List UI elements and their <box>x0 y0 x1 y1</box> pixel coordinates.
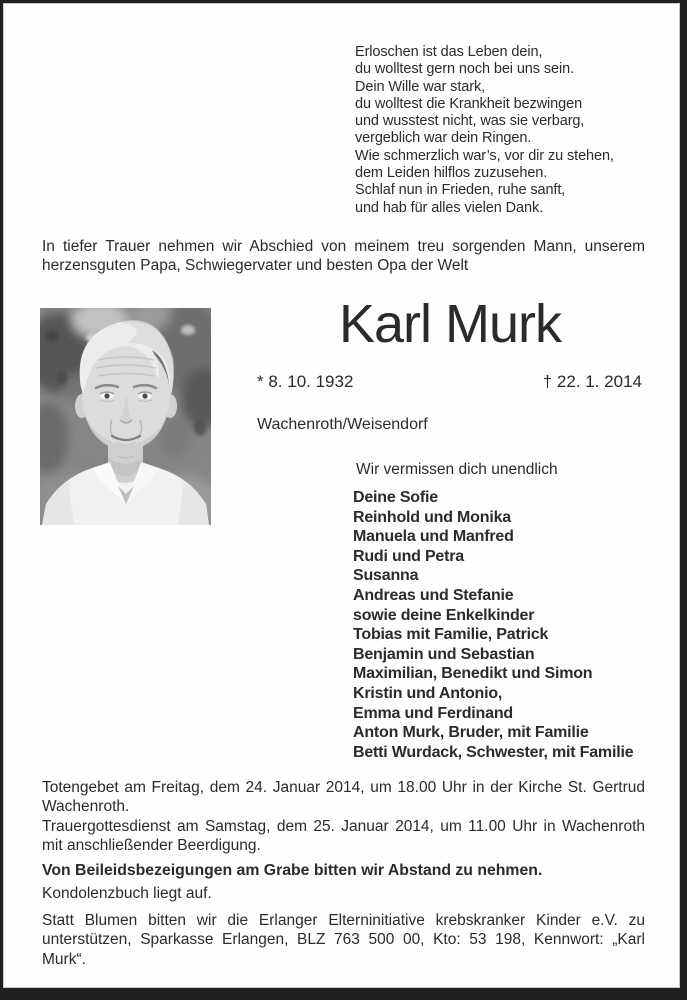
mourner-name: Susanna <box>353 567 419 585</box>
death-date: † 22. 1. 2014 <box>542 372 642 391</box>
service-announcements <box>42 778 645 856</box>
poem-line: und wusstest nicht, was sie verbarg, <box>355 113 585 130</box>
poem-line: dem Leiden hilflos zuzusehen. <box>355 165 548 182</box>
mourner-name: Rudi und Petra <box>353 547 464 565</box>
mourners-list <box>353 488 633 762</box>
mourner-name: Betti Wurdack, Schwester, mit Familie <box>353 743 634 761</box>
poem-line: vergeblich war dein Ringen. <box>355 130 532 147</box>
mourner-name: Emma und Ferdinand <box>353 704 513 722</box>
mourning-lead-in: Wir vermissen dich unendlich <box>356 461 558 478</box>
mourner-name: Maximilian, Benedikt und Simon <box>353 665 593 683</box>
mourner-name: Tobias mit Familie, Patrick <box>353 626 549 644</box>
trauergottesdienst-announcement: Trauergottesdienst am Samstag, dem 25. Januar 2014, um 11.00 Uhr in Wachenroth mit anschließender Beerdigung. <box>42 817 645 855</box>
memorial-poem <box>355 44 614 217</box>
poem-line: du wolltest die Krankheit bezwingen <box>355 95 583 112</box>
portrait-photo <box>40 308 211 525</box>
poem-line: und hab für alles vielen Dank. <box>355 199 544 216</box>
mourner-name: Reinhold und Monika <box>353 508 511 526</box>
birth-date: * 8. 10. 1932 <box>257 372 354 391</box>
mourner-name: Manuela und Manfred <box>353 528 514 546</box>
condolence-book-note: Kondolenzbuch liegt auf. <box>42 885 212 902</box>
poem-line: Schlaf nun in Frieden, ruhe sanft, <box>355 182 566 199</box>
totengebet-announcement: Totengebet am Freitag, dem 24. Januar 2014, um 18.00 Uhr in der Kirche St. Gertrud Wachenroth. <box>42 779 645 816</box>
mourner-name: Andreas und Stefanie <box>353 586 514 604</box>
mourner-name: Benjamin und Sebastian <box>353 645 535 663</box>
deceased-name: Karl Murk <box>338 294 562 354</box>
poem-line: Wie schmerzlich war’s, vor dir zu stehen, <box>355 147 614 164</box>
mourner-name: sowie deine Enkelkinder <box>353 606 535 624</box>
mourner-name: Kristin und Antonio, <box>353 684 503 702</box>
residence: Wachenroth/Weisendorf <box>257 416 428 433</box>
mourner-name: Anton Murk, Bruder, mit Familie <box>353 724 589 742</box>
poem-line: Dein Wille war stark, <box>355 78 486 95</box>
donation-request: Statt Blumen bitten wir die Erlanger Elterninitiative krebskranker Kinder e.V. zu unterstützen, Sparkasse Erlangen, BLZ 763 500 00, Kto: 53 198, Kennwort: „Karl Murk“. <box>42 912 645 968</box>
mourner-name: Deine Sofie <box>353 489 438 506</box>
intro-paragraph: In tiefer Trauer nehmen wir Abschied von meinem treu sorgenden Mann, unserem herzensguten Papa, Schwiegervater und besten Opa der Welt <box>42 238 645 275</box>
portrait-photo-illustration <box>40 308 211 525</box>
poem-line: du wolltest gern noch bei uns sein. <box>355 61 574 78</box>
poem-line: Erloschen ist das Leben dein, <box>355 44 543 60</box>
life-dates <box>257 372 642 392</box>
condolence-notice: Von Beileidsbezeigungen am Grabe bitten wir Abstand zu nehmen. <box>42 862 543 879</box>
